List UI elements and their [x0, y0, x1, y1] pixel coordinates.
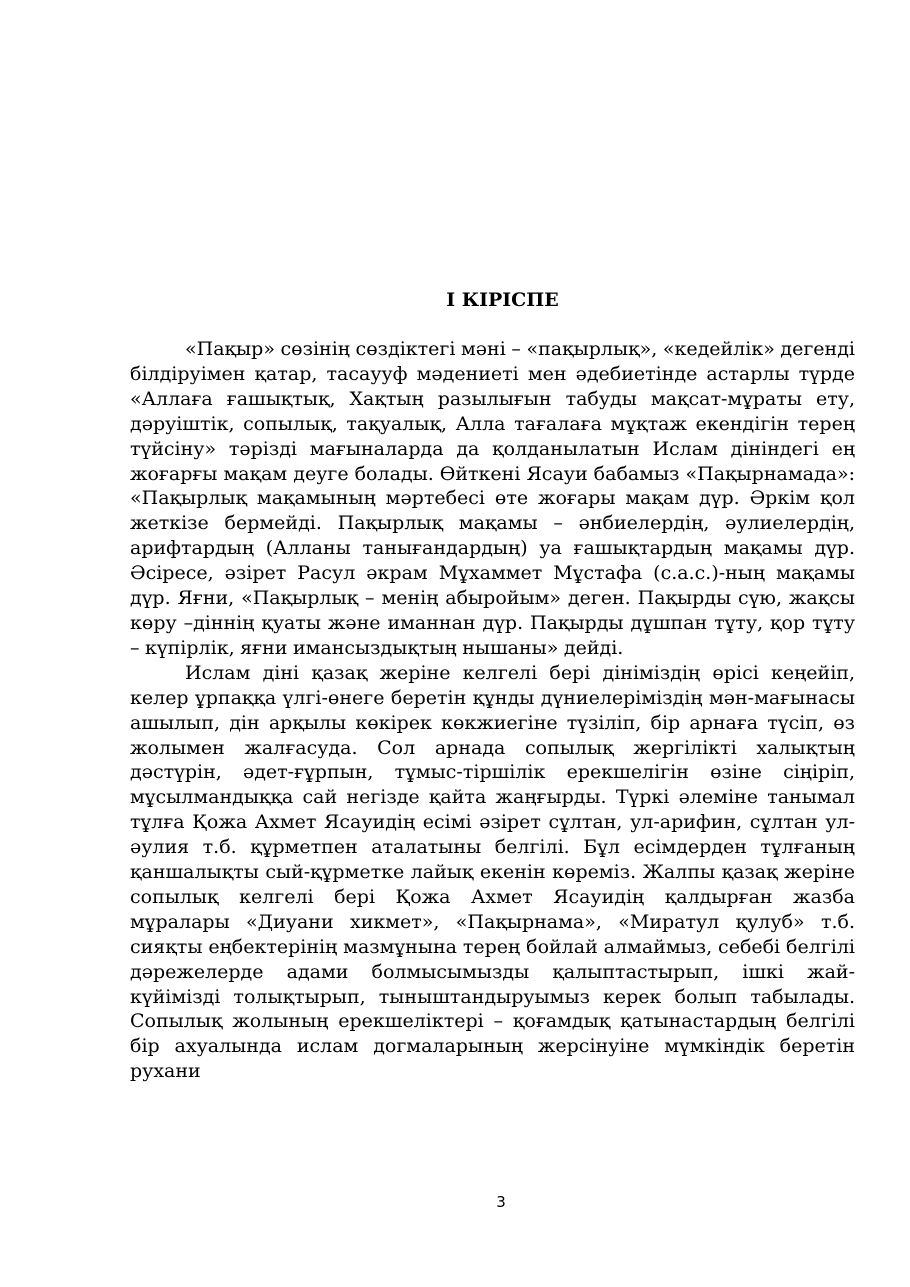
- section-heading: І КІРІСПЕ: [446, 289, 559, 311]
- paragraph-2: Ислам діні қазақ жеріне келгелі бері дініміздің өрісі кеңейіп, келер ұрпаққа үлгі-өнеге беретін құнды дүниелеріміздің мән-мағынасы ашылып, дін арқылы көкірек көкжиегіне түзіліп, бір арнаға түсіп, өз жолымен жалғасуда. Сол арнада сопылық жергілікті халықтың дәстүрін, әдет-ғұрпын, тұмыс-тіршілік ерекшелігін өзіне сіңіріп, мұсылмандыққа сай негізде қайта жаңғырды. Түркі әлеміне танымал тұлға Қожа Ахмет Ясауидің есімі әзірет сұлтан, ул-арифин, сұлтан ул-әулия т.б. құрметпен аталатыны белгілі. Бұл есімдерден тұлғаның қаншалықты сый-құрметке лайық екенін көреміз. Жалпы қазақ жеріне сопылық келгелі бері Қожа Ахмет Ясауидің қалдырған жазба мұралары «Диуани хикмет», «Пақырнама», «Миратул қулуб» т.б. сияқты еңбектерінің мазмұнына терең бойлай алмаймыз, себебі белгілі дәрежелерде адами болмысымызды қалыптастырып, ішкі жай-күйімізді толықтырып, тыныштандыруымыз керек болып табылады. Сопылық жолының ерекшеліктері – қоғамдық қатынастардың белгілі бір ахуалында ислам догмаларының жерсінуіне мүмкіндік беретін рухани: [130, 661, 855, 1083]
- body-text: [130, 337, 855, 1084]
- paragraph-1: «Пақыр» сөзінің сөздіктегі мәні – «пақырлық», «кедейлік» дегенді білдіруімен қатар, тасаууф мәдениеті мен әдебиетінде астарлы түрде «Аллаға ғашықтық, Хақтың разылығын табуды мақсат-мұраты ету, дәруіштік, сопылық, тақуалық, Алла тағалаға мұқтаж екендігін терең түйсіну» тәрізді мағыналарда да қолданылатын Ислам дініндегі ең жоғарғы мақам деуге болады. Өйткені Ясауи бабамыз «Пақырнамада»: «Пақырлық мақамының мәртебесі өте жоғары мақам дүр. Әркім қол жеткізе бермейді. Пақырлық мақамы – әнбиелердің, әулиелердің, арифтардың (Алланы танығандардың) уа ғашықтардың мақамы дүр. Әсіресе, әзірет Расул әкрам Мұхаммет Мұстафа (с.а.с.)-ның мақамы дүр. Яғни, «Пақырлық – менің абыройым» деген. Пақырды сүю, жақсы көру –діннің қуаты және иманнан дүр. Пақырды дұшпан тұту, қор тұту – күпірлік, яғни имансыздықтың нышаны» дейді.: [130, 338, 855, 659]
- page-number: 3: [496, 1193, 506, 1211]
